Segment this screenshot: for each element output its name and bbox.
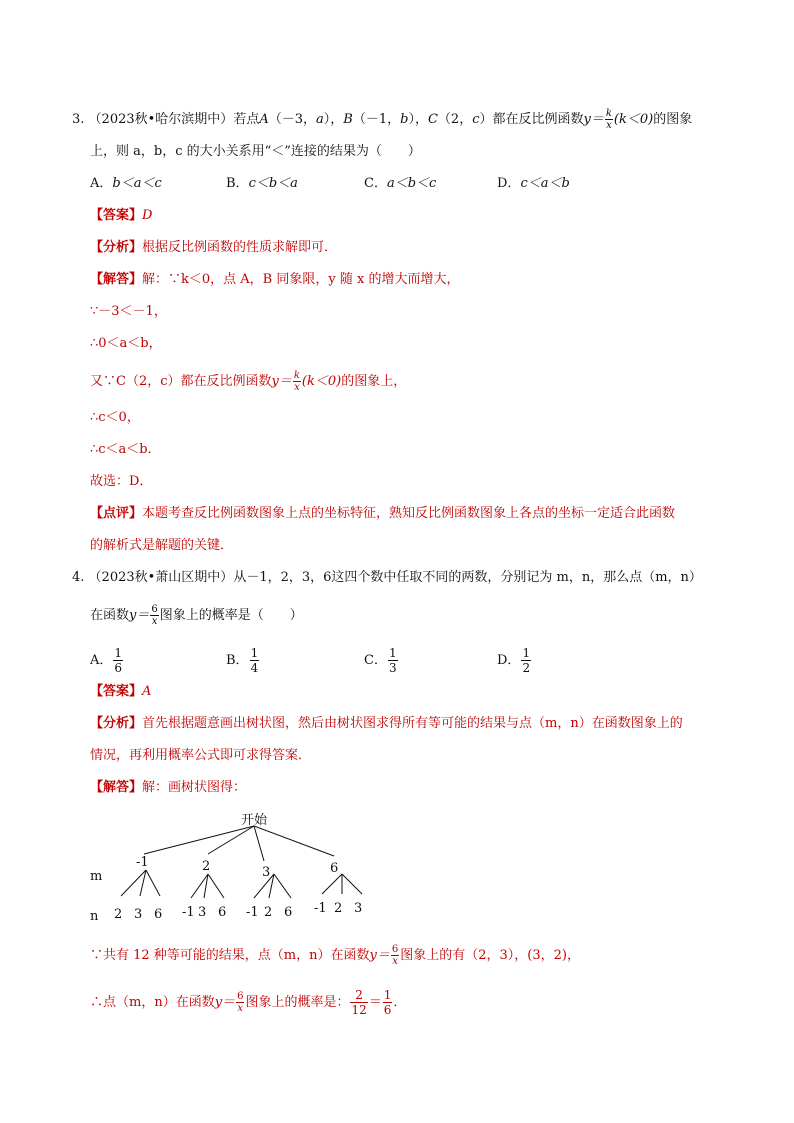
option-label: C．: [364, 176, 387, 191]
tree-n-node: -1: [182, 905, 195, 920]
point-c-coord-open: （2，: [437, 112, 473, 127]
tree-m-node: 6: [330, 861, 339, 876]
q3-analysis: [90, 238, 337, 258]
q3-solution-line4: [90, 370, 406, 393]
q3-solution-line1: [90, 270, 459, 290]
fraction-denominator: x: [237, 1003, 244, 1014]
function-y-eq: y＝: [583, 112, 604, 127]
q4-stem-text: 在函数: [90, 608, 130, 623]
q3-solution-line3: ∴0＜a＜b，: [90, 336, 162, 351]
fraction-denominator: x: [151, 616, 158, 627]
function-y-eq: y＝: [214, 995, 236, 1010]
function-y-eq: y＝: [271, 374, 292, 389]
tree-m-label: m: [90, 869, 103, 884]
option-label: C．: [364, 653, 387, 668]
solution-text: 又∵C（2，c）都在反比例函数: [90, 374, 272, 389]
tree-n-node: 2: [114, 907, 123, 922]
solution-text-end: 的图象上，: [341, 374, 407, 389]
option-label: A．: [90, 653, 113, 668]
fraction-numerator: 1: [383, 988, 392, 1002]
fraction-denominator: 2: [522, 661, 531, 675]
q3-stem-end: 的图象: [653, 112, 693, 127]
fraction-numerator: k: [293, 370, 300, 381]
fraction-numerator: 1: [250, 646, 259, 660]
function-y-eq: y＝: [369, 948, 390, 963]
solution-text: 解：∵k＜0，点 A，B 同象限，y 随 x 的增大而增大，: [142, 272, 460, 287]
comment-tag: 【点评】: [90, 506, 143, 521]
q3-option-b[interactable]: [226, 174, 298, 194]
point-b-coord-open: （－1，: [352, 112, 401, 127]
answer-tag: 【答案】: [90, 208, 143, 223]
var-b: b: [400, 112, 409, 127]
answer-tag: 【答案】: [90, 684, 143, 699]
equals-sign: ＝: [368, 995, 382, 1010]
function-condition: (k＜0): [613, 112, 654, 127]
function-condition: (k＜0): [301, 374, 342, 389]
fraction-numerator: 1: [388, 646, 397, 660]
option-text: a＜b＜c: [386, 176, 437, 191]
point-c-label: C: [427, 112, 438, 127]
tree-n-node: 2: [334, 901, 343, 916]
q3-solution-line2: ∵－3＜－1，: [90, 304, 167, 319]
option-label: D．: [497, 653, 521, 668]
q3-option-a[interactable]: [90, 174, 162, 194]
tree-m-node: 2: [202, 859, 211, 874]
fraction-numerator: 6: [151, 604, 158, 615]
q4-result-line2: [90, 988, 406, 1017]
fraction-denominator: 4: [250, 661, 259, 675]
probability-tree-diagram: [86, 806, 386, 926]
q3-option-d[interactable]: [497, 174, 570, 194]
q3-option-c[interactable]: [364, 174, 436, 194]
q3-stem-text: 若点: [233, 112, 260, 127]
point-a-label: A: [259, 112, 269, 127]
q3-comment-line1: [90, 504, 675, 524]
q3-answer: [90, 206, 152, 226]
option-fraction: [521, 646, 531, 675]
tree-n-label: n: [90, 909, 99, 924]
fraction-6-over-x: [150, 604, 158, 627]
fraction-numerator: 1: [522, 646, 531, 660]
option-fraction: [388, 646, 398, 675]
fraction-numerator: 1: [114, 646, 123, 660]
option-label: D．: [497, 176, 521, 191]
tree-n-node: 6: [218, 905, 227, 920]
point-a-coord-close: ），: [323, 112, 344, 127]
option-fraction: [113, 646, 123, 675]
q4-analysis-line2: 情况，再利用概率公式即可求得答案．: [90, 748, 312, 763]
fraction-numerator: 2: [350, 988, 367, 1003]
option-label: B．: [226, 653, 249, 668]
var-c: c: [472, 112, 480, 127]
fraction-denominator: x: [606, 120, 612, 131]
fraction-denominator: 6: [114, 661, 123, 675]
q4-result-line1: [90, 944, 580, 967]
solution-text: ∴点（m，n）在函数: [90, 995, 215, 1010]
answer-value: A: [142, 684, 152, 699]
q4-option-a[interactable]: [90, 646, 124, 675]
q3-solution-line5: ∴c＜0，: [90, 410, 140, 425]
option-text: c＜b＜a: [248, 176, 298, 191]
point-b-coord-close: ），: [408, 112, 428, 127]
tree-m-node: 3: [262, 865, 271, 880]
q4-source: （2023秋•萧山区期中）: [88, 570, 234, 585]
fraction-6-over-x: [236, 991, 244, 1014]
period: ．: [393, 995, 407, 1010]
tree-n-node: 3: [198, 905, 207, 920]
tree-n-node: 3: [134, 907, 143, 922]
analysis-tag: 【分析】: [90, 716, 143, 731]
solution-text: ∵共有 12 种等可能的结果，点（m，n）在函数: [90, 948, 370, 963]
fraction-k-over-x: [605, 108, 613, 131]
var-a: a: [316, 112, 324, 127]
tree-n-node: 6: [284, 905, 293, 920]
fraction-denominator: 3: [388, 661, 397, 675]
solution-tag: 【解答】: [90, 780, 143, 795]
comment-text: 本题考查反比例函数图象上点的坐标特征，熟知反比例函数图象上各点的坐标一定适合此函数: [142, 506, 676, 521]
fraction-denominator: 6: [383, 1003, 392, 1017]
tree-n-node: 2: [264, 905, 273, 920]
option-text: c＜a＜b: [520, 176, 570, 191]
solution-text-end: 图象上的有（2，3），(3，2)，: [400, 948, 580, 963]
fraction-numerator: 6: [237, 991, 244, 1002]
analysis-tag: 【分析】: [90, 240, 143, 255]
q3-solution-line7: 故选：D．: [90, 474, 153, 489]
q4-solution-line1: [90, 778, 246, 798]
tree-n-node: -1: [314, 901, 327, 916]
solution-text-mid: 图象上的概率是：: [245, 995, 350, 1010]
q4-stem-line2: [90, 604, 303, 627]
option-text: b＜a＜c: [112, 176, 162, 191]
point-c-coord-close: ）都在反比例函数: [479, 112, 584, 127]
solution-tag: 【解答】: [90, 272, 143, 287]
q4-analysis-line1: [90, 714, 683, 734]
q4-number: 4.: [72, 570, 85, 585]
function-y-eq: y＝: [129, 608, 150, 623]
tree-root: 开始: [241, 813, 268, 828]
point-b-label: B: [343, 112, 353, 127]
probability-fraction-2-12: [350, 988, 367, 1017]
q3-solution-line6: ∴c＜a＜b．: [90, 442, 161, 457]
q3-stem-line2: 上，则 a，b，c 的大小关系用“＜”连接的结果为（ ）: [90, 144, 421, 159]
probability-fraction-1-6: [383, 988, 393, 1017]
option-fraction: [250, 646, 260, 675]
q3-number: 3.: [72, 112, 85, 127]
fraction-6-over-x: [391, 944, 399, 967]
q3-stem-line1: [72, 108, 692, 131]
option-label: A．: [90, 176, 113, 191]
q4-stem-line1: [72, 568, 702, 588]
fraction-numerator: k: [605, 108, 612, 119]
tree-n-node: 6: [154, 907, 163, 922]
solution-text: 解：画树状图得：: [142, 780, 247, 795]
fraction-denominator: x: [294, 382, 300, 393]
q4-option-d[interactable]: [497, 646, 532, 675]
q4-stem-end: 图象上的概率是（ ）: [159, 608, 303, 623]
q4-answer: [90, 682, 151, 702]
fraction-denominator: x: [392, 956, 398, 967]
q3-comment-line2: 的解析式是解题的关键．: [90, 538, 234, 553]
option-label: B．: [226, 176, 249, 191]
fraction-denominator: 12: [351, 1003, 367, 1017]
fraction-numerator: 6: [391, 944, 399, 955]
tree-n-node: 3: [354, 901, 363, 916]
q3-source: （2023秋•哈尔滨期中）: [88, 112, 234, 127]
analysis-text: 首先根据题意画出树状图，然后由树状图求得所有等可能的结果与点（m，n）在函数图象上的: [142, 716, 683, 731]
point-a-coord-open: （－3，: [268, 112, 316, 127]
tree-n-node: -1: [246, 905, 259, 920]
analysis-text: 根据反比例函数的性质求解即可．: [142, 240, 338, 255]
q4-option-b[interactable]: [226, 646, 260, 675]
q4-stem-text: 从－1，2，3，6这四个数中任取不同的两数，分别记为 m，n，那么点（m，n）: [233, 570, 702, 585]
tree-m-node: -1: [136, 855, 149, 870]
tree-branches: [121, 826, 362, 898]
q4-option-c[interactable]: [364, 646, 399, 675]
answer-value: D: [142, 208, 153, 223]
fraction-k-over-x: [293, 370, 301, 393]
